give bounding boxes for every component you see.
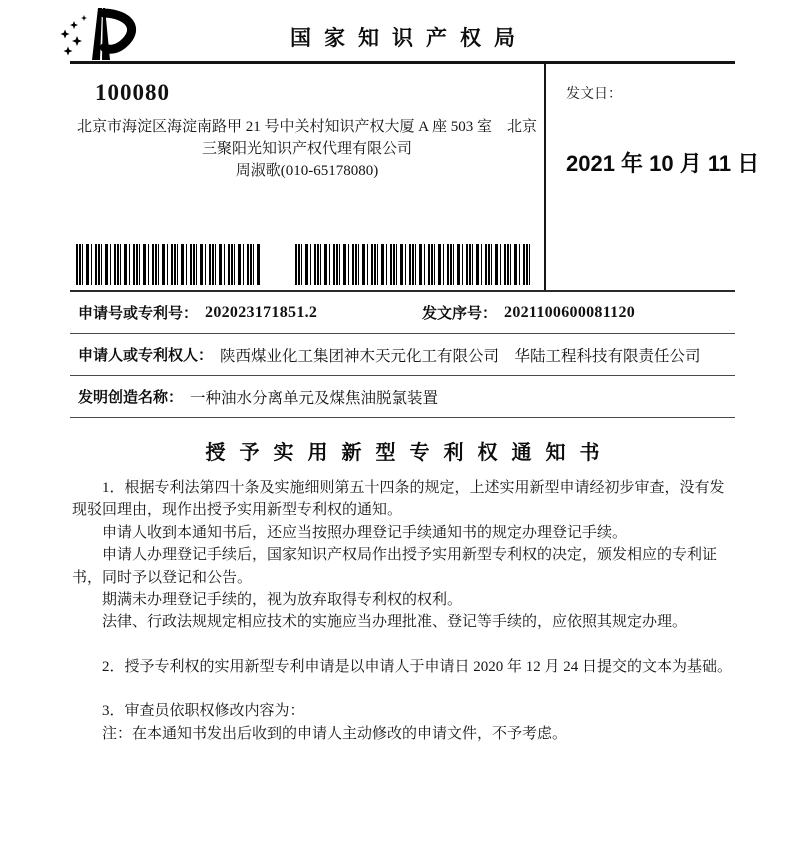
application-number-group bbox=[78, 302, 317, 323]
notice-paragraph: 申请人办理登记手续后，国家知识产权局作出授予实用新型专利权的决定，颁发相应的专利证书，同时予以登记和公告。 bbox=[72, 547, 718, 586]
applicant-row bbox=[70, 334, 735, 376]
notice-body bbox=[72, 477, 734, 745]
barcode-icon bbox=[76, 244, 262, 285]
recipient-block bbox=[70, 80, 544, 182]
notice-paragraph: 申请人收到本通知书后，还应当按照办理登记手续通知书的规定办理登记手续。 bbox=[102, 524, 628, 541]
application-number-label: 申请号或专利号： bbox=[78, 305, 199, 322]
notice-paragraph: 期满未办理登记手续的，视为放弃取得专利权的权利。 bbox=[102, 592, 463, 609]
address-line-2: 三聚阳光知识产权代理有限公司 bbox=[201, 141, 412, 157]
notice-title: 授予实用新型专利权通知书 bbox=[205, 442, 614, 464]
agency-title: 国家知识产权局 bbox=[290, 27, 528, 50]
applicant-value: 陕西煤业化工集团神木天元化工有限公司 华陆工程科技有限责任公司 bbox=[220, 347, 701, 365]
serial-number-value: 2021100600081120 bbox=[504, 303, 636, 321]
invention-title-value: 一种油水分离单元及煤焦油脱氯装置 bbox=[190, 389, 439, 407]
application-number-row bbox=[70, 292, 735, 334]
notice-paragraph: 2．授予专利权的实用新型专利申请是以申请人于申请日 2020 年 12 月 24 日提交的文本为基础。 bbox=[102, 658, 733, 675]
field-rows bbox=[70, 292, 735, 418]
address-line-1: 北京市海淀区海淀南路甲 21 号中关村知识产权大厦 A 座 503 室 北京 bbox=[76, 119, 537, 135]
barcode-icon bbox=[295, 244, 531, 285]
serial-number-label: 发文序号： bbox=[422, 305, 498, 322]
notice-paragraph: 法律、行政法规规定相应技术的实施应当办理批准、登记等手续的，应依照其规定办理。 bbox=[102, 614, 688, 631]
notice-paragraph: 1．根据专利法第四十条及实施细则第五十四条的规定，上述实用新型申请经初步审查，没有发现驳回理由，现作出授予实用新型专利权的通知。 bbox=[72, 480, 725, 519]
invention-title-row bbox=[70, 376, 735, 418]
notice-paragraph: 3．审查员依职权修改内容为： bbox=[102, 703, 305, 720]
dispatch-date-box bbox=[546, 61, 760, 292]
dispatch-date-label: 发文日： bbox=[566, 87, 622, 102]
postcode: 100080 bbox=[95, 80, 170, 105]
dispatch-date-value: 2021 年 10 月 11 日 bbox=[566, 151, 760, 176]
applicant-label: 申请人或专利权人： bbox=[78, 347, 214, 364]
application-number-value: 202023171851.2 bbox=[205, 303, 318, 321]
invention-title-label: 发明创造名称： bbox=[78, 389, 184, 406]
serial-number-group bbox=[422, 302, 635, 323]
notice-paragraph: 注：在本通知书发出后收到的申请人主动修改的申请文件，不予考虑。 bbox=[102, 725, 568, 742]
contact-line: 周淑歌(010-65178080) bbox=[235, 163, 379, 179]
